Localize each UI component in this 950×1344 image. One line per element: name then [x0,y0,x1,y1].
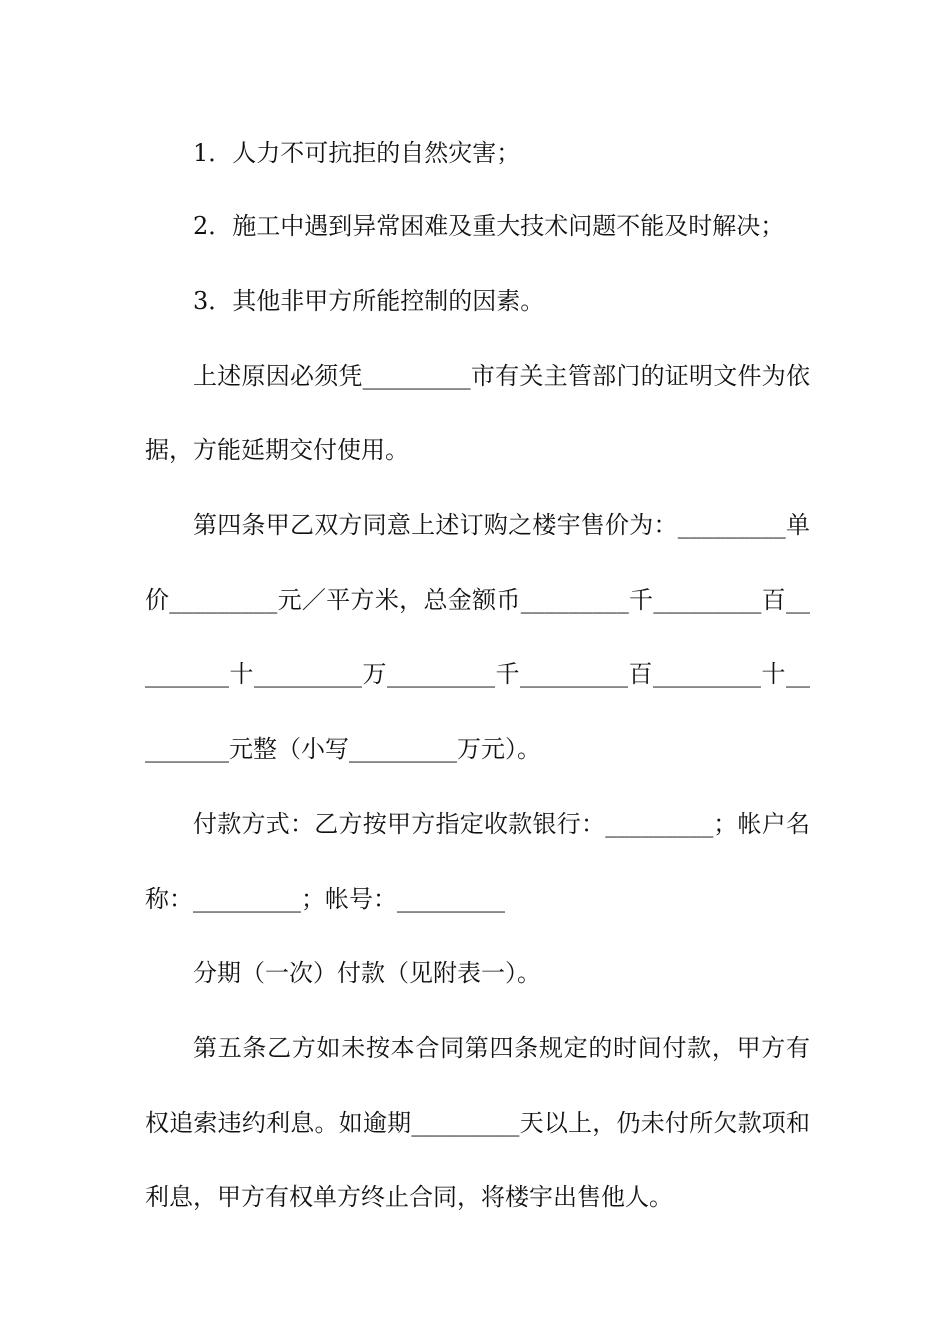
paragraph-line-2: 2．施工中遇到异常困难及重大技术问题不能及时解决； [193,212,785,240]
paragraph-line-9: _______元整（小写_________万元）。 [145,735,541,763]
paragraph-line-8: _______十_________万_________千_________百_________十__ [145,660,810,688]
paragraph-line-15: 利息，甲方有权单方终止合同，将楼宇出售他人。 [145,1183,673,1211]
paragraph-line-4: 上述原因必须凭_________市有关主管部门的证明文件为依 [193,362,810,390]
paragraph-line-3: 3．其他非甲方所能控制的因素。 [193,287,545,315]
paragraph-line-14: 权追索违约利息。如逾期_________天以上，仍未付所欠款项和 [145,1109,810,1137]
paragraph-line-12: 分期（一次）付款（见附表一）。 [193,959,541,987]
paragraph-line-11: 称：_________；帐号：_________ [145,885,505,913]
paragraph-line-7: 价_________元／平方米，总金额币_________千_________百__ [145,586,810,614]
paragraph-line-10: 付款方式：乙方按甲方指定收款银行：_________；帐户名 [193,810,810,838]
paragraph-line-6: 第四条甲乙双方同意上述订购之楼宇售价为：_________单 [193,511,810,539]
paragraph-line-13: 第五条乙方如未按本合同第四条规定的时间付款，甲方有 [193,1034,810,1062]
paragraph-line-5: 据，方能延期交付使用。 [145,436,409,464]
paragraph-line-1: 1．人力不可抗拒的自然灾害； [193,139,521,167]
